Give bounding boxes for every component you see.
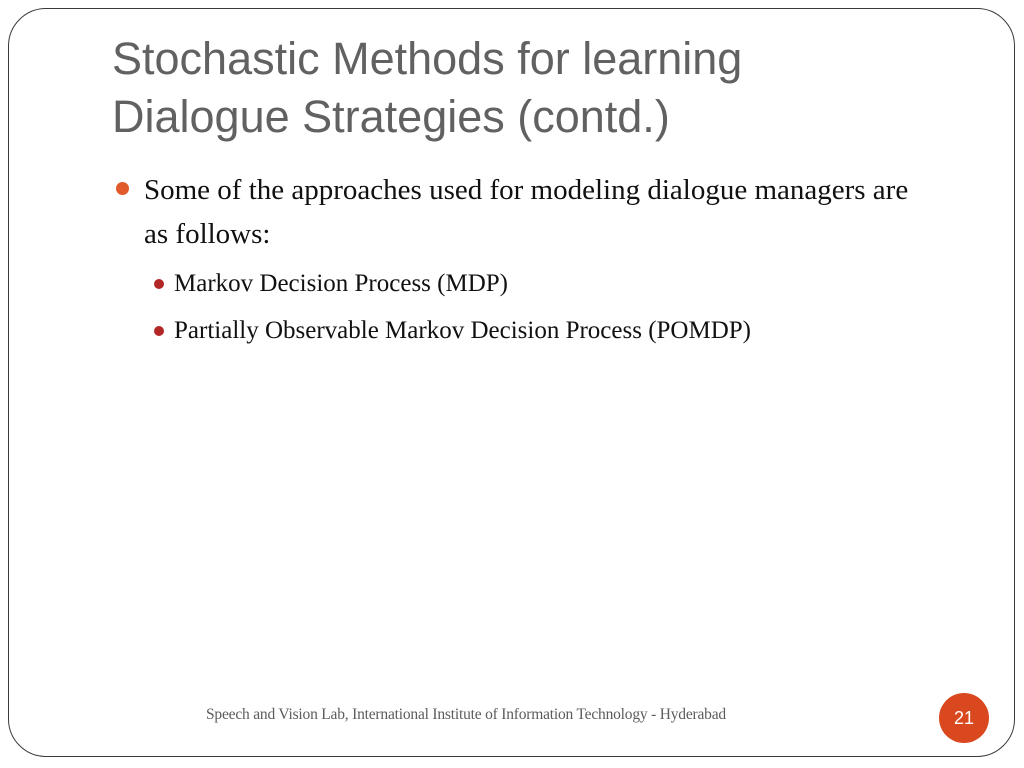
title-line-1: Stochastic Methods for learning bbox=[112, 33, 743, 84]
sub-bullet-item bbox=[144, 307, 932, 354]
bullet-dot-icon bbox=[116, 182, 129, 195]
slide-footer: Speech and Vision Lab, International Institute of Information Technology - Hyderabad bbox=[206, 706, 726, 723]
sub-bullet-dot-icon bbox=[154, 279, 164, 289]
bullet-text: Some of the approaches used for modeling dialogue managers are as follows: bbox=[144, 174, 909, 250]
page-number-badge: 21 bbox=[939, 693, 989, 743]
sub-bullet-item bbox=[144, 260, 932, 307]
bullet-list bbox=[112, 168, 932, 354]
title-line-2: Dialogue Strategies (contd.) bbox=[112, 91, 670, 142]
sub-bullet-text: Partially Observable Markov Decision Process (POMDP) bbox=[174, 317, 751, 344]
sub-bullet-dot-icon bbox=[154, 326, 164, 336]
bullet-item bbox=[112, 168, 932, 354]
sub-bullet-list bbox=[144, 260, 932, 354]
slide-title bbox=[112, 30, 972, 146]
sub-bullet-text: Markov Decision Process (MDP) bbox=[174, 270, 508, 297]
